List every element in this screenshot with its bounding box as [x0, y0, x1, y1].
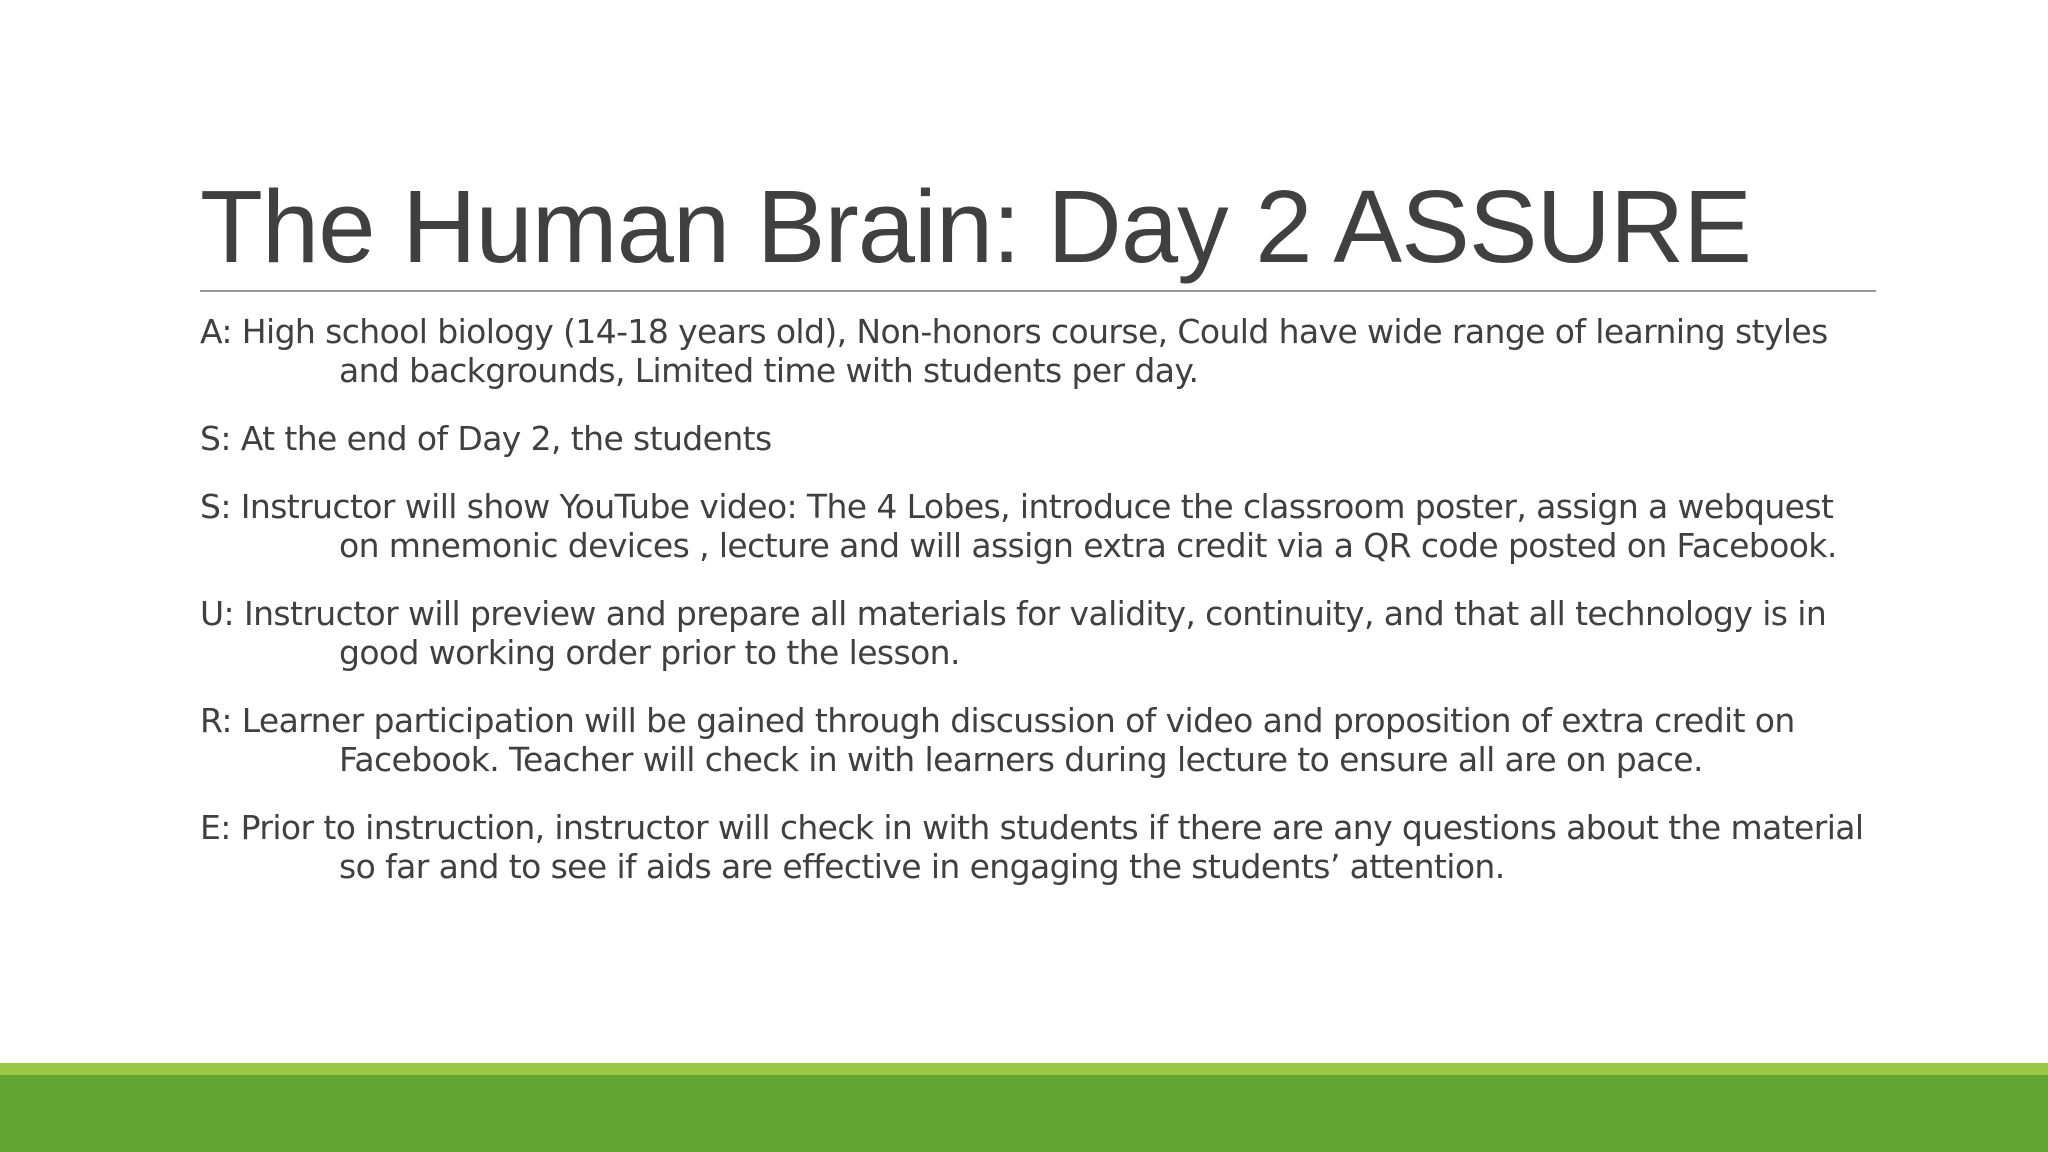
- assure-item-select-media: S: Instructor will show YouTube video: The 4 Lobes, introduce the classroom poster, assign a webquest on mnemonic devices , lecture and will assign extra credit via a QR code posted on Facebook.: [200, 487, 1837, 565]
- assure-item-require-participation: R: Learner participation will be gained through discussion of video and proposition of extra credit on Facebook. Teacher will check in with learners during lecture to ensure all are on pace.: [200, 701, 1795, 779]
- footer-accent-bar: [0, 1063, 2048, 1075]
- assure-item-utilize: U: Instructor will preview and prepare all materials for validity, continuity, and that all technology is in good working order prior to the lesson.: [200, 594, 1827, 672]
- title-divider: [200, 290, 1876, 292]
- slide-title: The Human Brain: Day 2 ASSURE: [200, 169, 1752, 284]
- assure-item-state-objectives: S: At the end of Day 2, the students: [200, 419, 772, 458]
- assure-item-evaluate: E: Prior to instruction, instructor will check in with students if there are any questions about the material so far and to see if aids are effective in engaging the students’ attention.: [200, 808, 1864, 886]
- slide-body: [200, 312, 1880, 915]
- footer-bar: [0, 1075, 2048, 1152]
- assure-item-analyze: A: High school biology (14-18 years old), Non-honors course, Could have wide range of learning styles and backgrounds, Limited time with students per day.: [200, 312, 1828, 390]
